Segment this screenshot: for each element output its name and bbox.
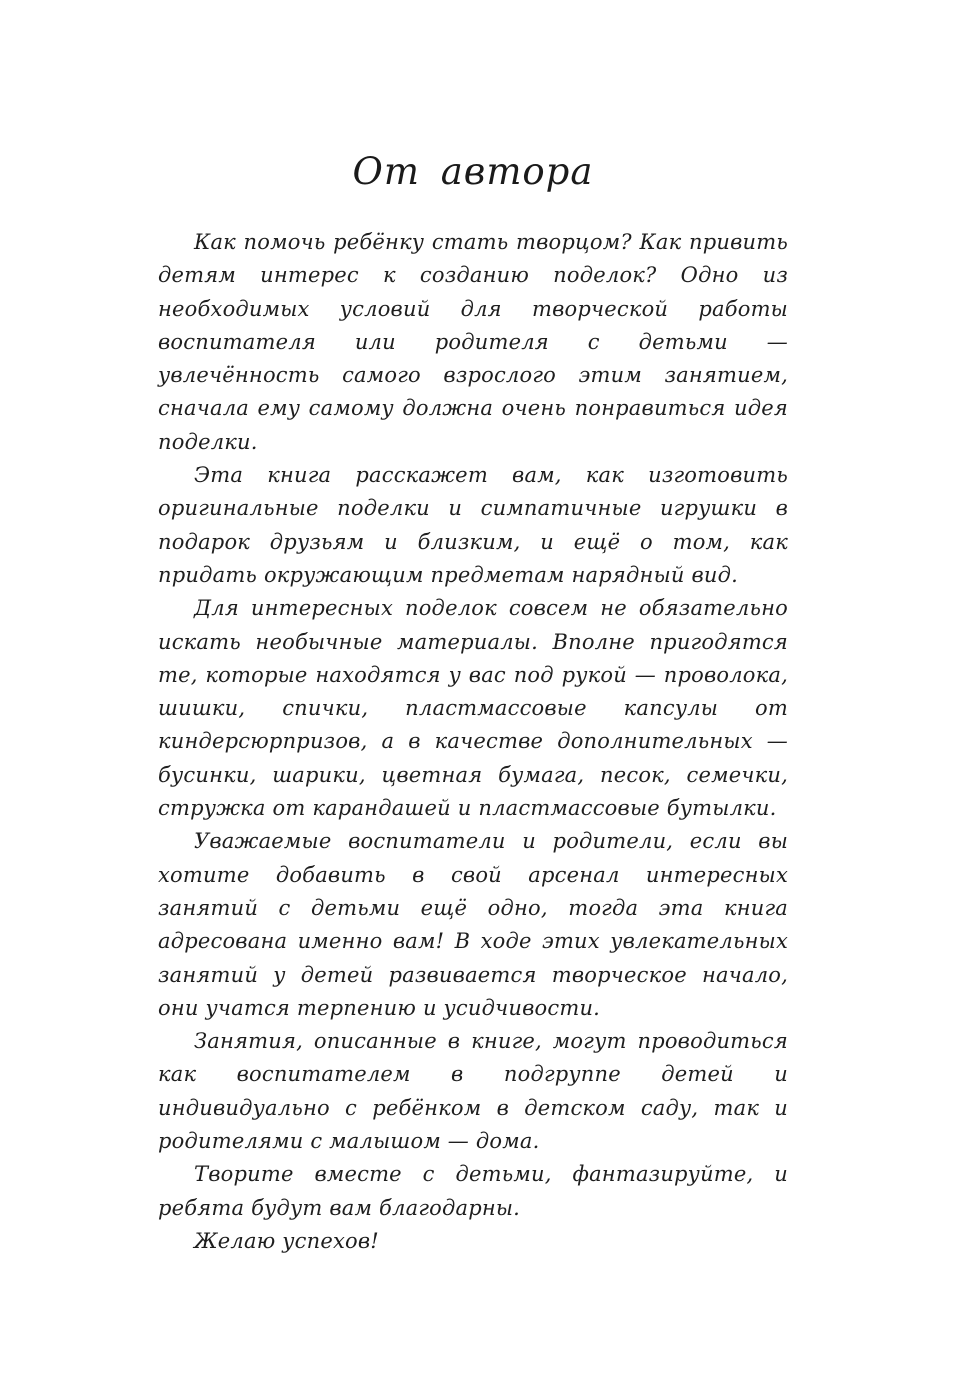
paragraph-5: Занятия, описанные в книге, могут проводиться как воспитателем в подгруппе детей и индивидуально с ребёнком в детском саду, так и родителями с малышом — дома. [158,1029,788,1154]
paragraph-4: Уважаемые воспитатели и родители, если вы хотите добавить в свой арсенал интересных занятий с детьми ещё одно, тогда эта книга адресована именно вам! В ходе этих увлекательных занятий у детей развивается творческое начало, они учатся терпению и усидчивости. [158,829,788,1020]
paragraph-7: Желаю успехов! [194,1228,379,1253]
paragraph-2: Эта книга расскажет вам, как изготовить оригинальные поделки и симпатичные игрушки в подарок друзьям и близким, и ещё о том, как придать окружающим предметам нарядный вид. [158,463,788,587]
paragraph-6: Творите вместе с детьми, фантазируйте, и ребята будут вам благодарны. [158,1162,788,1220]
page-body [158,226,788,1258]
paragraph-1: Как помочь ребёнку стать творцом? Как привить детям интерес к созданию поделок? Одно из необходимых условий для творческой работы воспитателя или родителя с детьми — увлечённость самого взрослого этим занятием, сначала ему самому должна очень понравиться идея поделки. [158,230,788,454]
paragraph-3: Для интересных поделок совсем не обязательно искать необычные материалы. Вполне пригодятся те, которые находятся у вас под рукой — проволока, шишки, спички, пластмассовые капсулы от киндерсюрпризов, а в качестве дополнительных — бусинки, шарики, цветная бумага, песок, семечки, стружка от карандашей и пластмассовые бутылки. [158,596,788,821]
page-title: От автора [352,150,594,193]
